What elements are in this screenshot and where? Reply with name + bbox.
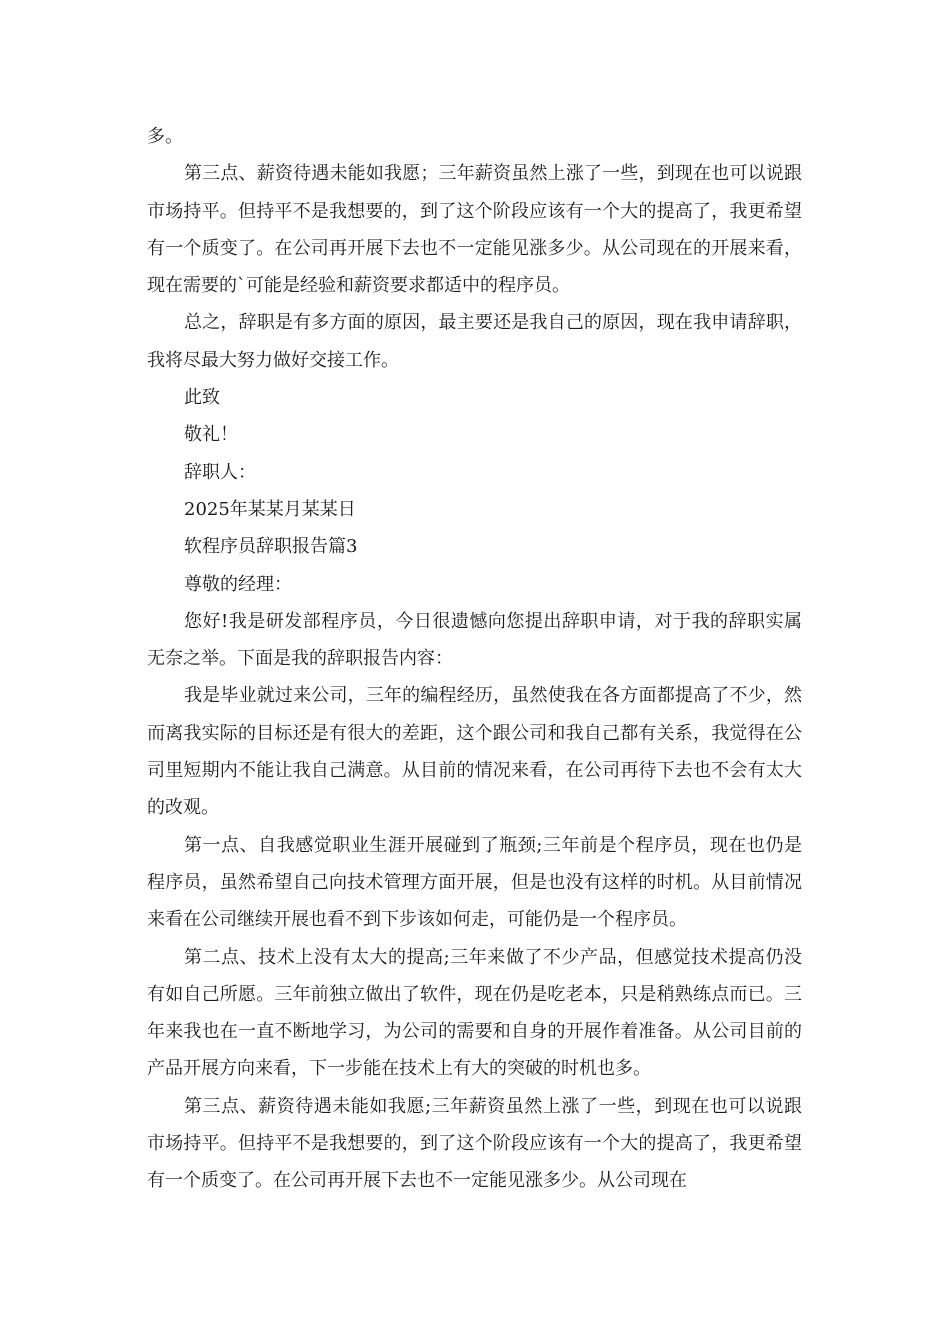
paragraph: 多。 — [147, 126, 183, 147]
section-title: 软程序员辞职报告篇3 — [184, 536, 358, 558]
date-line: 2025年某某月某某日 — [184, 498, 356, 520]
document-body — [147, 118, 802, 1200]
closing-salutation: 此致 — [184, 387, 220, 409]
paragraph: 第二点、技术上没有太大的提高;三年来做了不少产品，但感觉技术提高仍没有如自己所愿。三年前独立做出了软件，现在仍是吃老本，只是稍熟练点而已。三年来我也在一直不断地学习，为公司的需要和自身的开展作着准备。从公司目前的产品开展方向来看，下一步能在技术上有大的突破的时机也多。 — [147, 946, 802, 1080]
paragraph: 您好!我是研发部程序员，今日很遗憾向您提出辞职申请，对于我的辞职实属无奈之举。下面是我的辞职报告内容： — [147, 610, 802, 670]
signature-label: 辞职人： — [184, 461, 256, 483]
paragraph: 第三点、薪资待遇未能如我愿；三年薪资虽然上涨了一些，到现在也可以说跟市场持平。但持平不是我想要的，到了这个阶段应该有一个大的提高了，我更希望有一个质变了。在公司再开展下去也不一定能见涨多少。从公司现在的开展来看，现在需要的`可能是经验和薪资要求都适中的程序员。 — [147, 163, 802, 297]
paragraph: 我是毕业就过来公司，三年的编程经历，虽然使我在各方面都提高了不少，然而离我实际的目标还是有很大的差距，这个跟公司和我自己都有关系，我觉得在公司里短期内不能让我自己满意。从目前的情况来看，在公司再待下去也不会有太大的改观。 — [147, 685, 802, 819]
paragraph: 第三点、薪资待遇未能如我愿;三年薪资虽然上涨了一些，到现在也可以说跟市场持平。但持平不是我想要的，到了这个阶段应该有一个大的提高了，我更希望有一个质变了。在公司再开展下去也不一定能见涨多少。从公司现在 — [147, 1095, 802, 1192]
closing-regards: 敬礼！ — [184, 424, 238, 446]
salutation: 尊敬的经理： — [184, 573, 292, 595]
paragraph: 第一点、自我感觉职业生涯开展碰到了瓶颈;三年前是个程序员，现在也仍是程序员，虽然希望自己向技术管理方面开展，但是也没有这样的时机。从目前情况来看在公司继续开展也看不到下步该如何走，可能仍是一个程序员。 — [147, 834, 802, 931]
paragraph: 总之，辞职是有多方面的原因，最主要还是我自己的原因，现在我申请辞职，我将尽最大努力做好交接工作。 — [147, 312, 802, 371]
